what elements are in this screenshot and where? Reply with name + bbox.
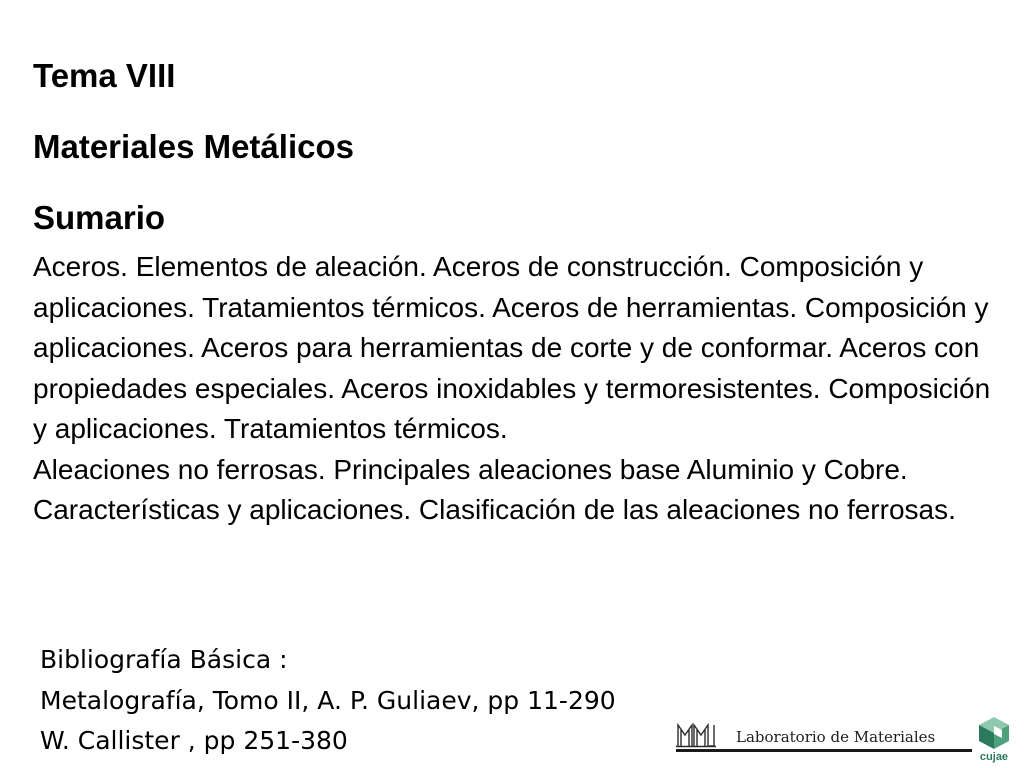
summary-paragraph-steels: Aceros. Elementos de aleación. Aceros de construcción. Composición y aplicaciones. Tratamientos térmicos. Aceros de herramientas. Composición y aplicaciones. Aceros para herramientas de corte y de conformar. Aceros con propiedades especiales. Aceros inoxidables y termoresistentes. Composición y aplicaciones. Tratamientos térmicos. — [33, 251, 991, 444]
summary-paragraph-nonferrous: Aleaciones no ferrosas. Principales aleaciones base Aluminio y Cobre. Características y aplicaciones. Clasificación de las aleaciones no ferrosas. — [33, 453, 956, 525]
summary-heading: Sumario — [33, 199, 166, 236]
laboratory-monogram-icon — [676, 722, 716, 748]
cujae-name: cujae — [979, 751, 1009, 763]
summary-body — [33, 247, 1008, 531]
laboratory-name: Laboratorio de Materiales — [736, 728, 936, 746]
cujae-cube-icon — [978, 716, 1010, 750]
laboratory-logo — [676, 718, 972, 754]
cujae-logo — [976, 716, 1012, 764]
slide-title: Materiales Metálicos — [33, 128, 354, 165]
topic-heading: Tema VIII — [33, 57, 176, 94]
bibliography-entry: W. Callister , pp 251-380 — [40, 726, 348, 755]
bibliography-entry: Metalografía, Tomo II, A. P. Guliaev, pp 11-290 — [40, 685, 616, 715]
bibliography — [40, 640, 680, 762]
laboratory-underline — [676, 749, 972, 752]
bibliography-heading: Bibliografía Básica : — [40, 645, 288, 674]
